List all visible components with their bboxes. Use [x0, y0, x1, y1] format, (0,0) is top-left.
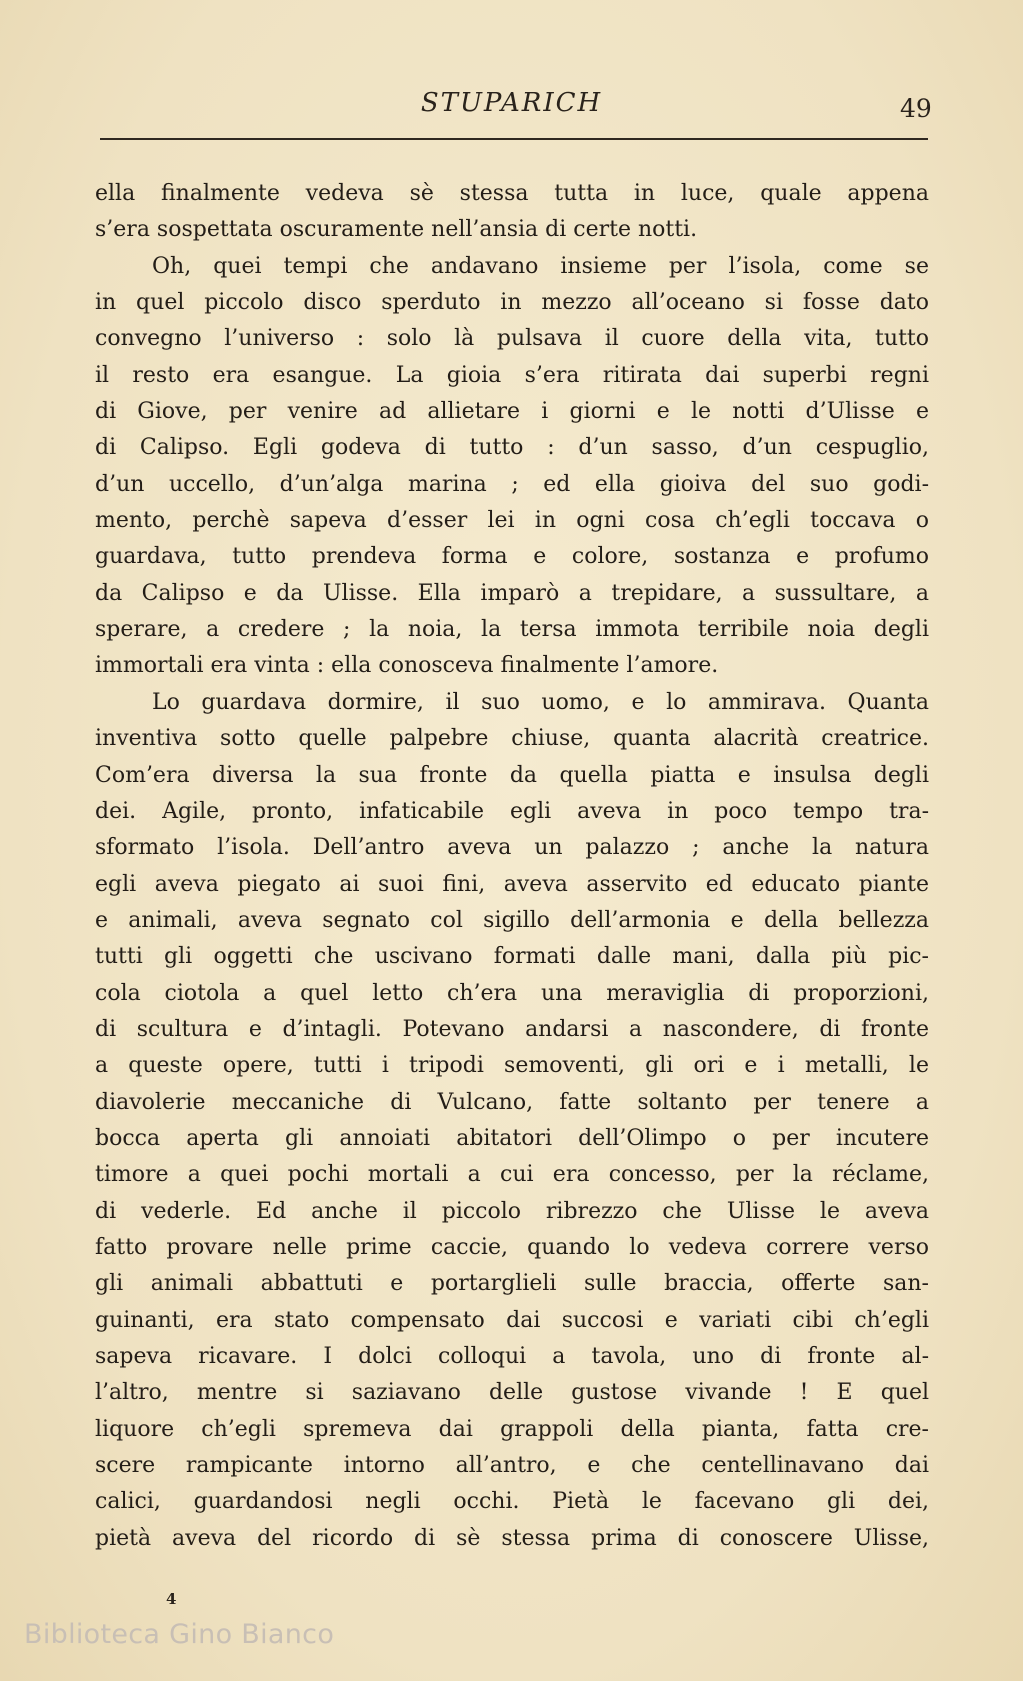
text-line: a queste opere, tutti i tripodi semoventi, gli ori e i metalli, le: [95, 1053, 929, 1079]
page-number: 49: [900, 94, 932, 123]
text-line: e animali, aveva segnato col sigillo dell’armonia e della bellezza: [95, 907, 929, 933]
text-line: di Giove, per venire ad allietare i giorni e le notti d’Ulisse e: [95, 399, 929, 425]
text-line: di Calipso. Egli godeva di tutto : d’un sasso, d’un cespuglio,: [95, 435, 929, 461]
text-line: guinanti, era stato compensato dai succosi e variati cibi ch’egli: [95, 1307, 929, 1333]
text-line: gli animali abbattuti e portarglieli sulle braccia, offerte san-: [95, 1271, 929, 1297]
text-line: guardava, tutto prendeva forma e colore, sostanza e profumo: [95, 544, 929, 570]
running-header-title: STUPARICH: [420, 88, 603, 118]
text-line: Com’era diversa la sua fronte da quella piatta e insulsa degli: [95, 762, 929, 788]
text-line: Lo guardava dormire, il suo uomo, e lo ammirava. Quanta: [152, 689, 929, 715]
text-line: cola ciotola a quel letto ch’era una meraviglia di proporzioni,: [95, 980, 929, 1006]
text-line: calici, guardandosi negli occhi. Pietà le facevano gli dei,: [95, 1489, 929, 1515]
text-line: liquore ch’egli spremeva dai grappoli della pianta, fatta cre-: [95, 1416, 929, 1442]
library-watermark: Biblioteca Gino Bianco: [24, 1619, 335, 1650]
text-line: scere rampicante intorno all’antro, e che centellinavano dai: [95, 1453, 929, 1479]
text-line: convegno l’universo : solo là pulsava il cuore della vita, tutto: [95, 326, 929, 352]
text-line: di vederle. Ed anche il piccolo ribrezzo che Ulisse le aveva: [95, 1198, 929, 1224]
text-line: d’un uccello, d’un’alga marina ; ed ella gioiva del suo godi-: [95, 471, 929, 497]
text-line: tutti gli oggetti che uscivano formati dalle mani, dalla più pic-: [95, 944, 929, 970]
body-text: [95, 176, 929, 1557]
text-line: da Calipso e da Ulisse. Ella imparò a trepidare, a sussultare, a: [95, 580, 929, 606]
text-line: timore a quei pochi mortali a cui era concesso, per la réclame,: [95, 1162, 929, 1188]
text-line: ella finalmente vedeva sè stessa tutta in luce, quale appena: [95, 181, 929, 206]
text-line: sperare, a credere ; la noia, la tersa immota terribile noia degli: [95, 617, 929, 643]
text-line: diavolerie meccaniche di Vulcano, fatte soltanto per tenere a: [95, 1089, 929, 1115]
signature-mark: 4: [166, 1590, 177, 1608]
text-line: Oh, quei tempi che andavano insieme per l’isola, come se: [152, 253, 929, 279]
header-rule: [100, 138, 928, 140]
text-line: l’altro, mentre si saziavano delle gustose vivande ! E quel: [95, 1380, 929, 1406]
text-line: fatto provare nelle prime caccie, quando lo vedeva correre verso: [95, 1234, 929, 1260]
text-line: dei. Agile, pronto, infaticabile egli aveva in poco tempo tra-: [95, 798, 929, 824]
text-line: sformato l’isola. Dell’antro aveva un palazzo ; anche la natura: [95, 835, 929, 861]
text-line: mento, perchè sapeva d’esser lei in ogni cosa ch’egli toccava o: [95, 508, 929, 534]
text-line: immortali era vinta : ella conosceva finalmente l’amore.: [95, 653, 719, 679]
text-line: di scultura e d’intagli. Potevano andarsi a nascondere, di fronte: [95, 1016, 929, 1042]
text-line: sapeva ricavare. I dolci colloqui a tavola, uno di fronte al-: [95, 1344, 929, 1369]
text-line: in quel piccolo disco sperduto in mezzo all’oceano si fosse dato: [95, 290, 929, 316]
text-line: il resto era esangue. La gioia s’era ritirata dai superbi regni: [95, 362, 929, 388]
text-line: inventiva sotto quelle palpebre chiuse, quanta alacrità creatrice.: [95, 726, 929, 752]
text-line: s’era sospettata oscuramente nell’ansia di certe notti.: [95, 217, 698, 243]
text-line: pietà aveva del ricordo di sè stessa prima di conoscere Ulisse,: [95, 1525, 929, 1551]
text-line: egli aveva piegato ai suoi fini, aveva asservito ed educato piante: [95, 871, 929, 897]
text-line: bocca aperta gli annoiati abitatori dell’Olimpo o per incutere: [95, 1125, 929, 1151]
